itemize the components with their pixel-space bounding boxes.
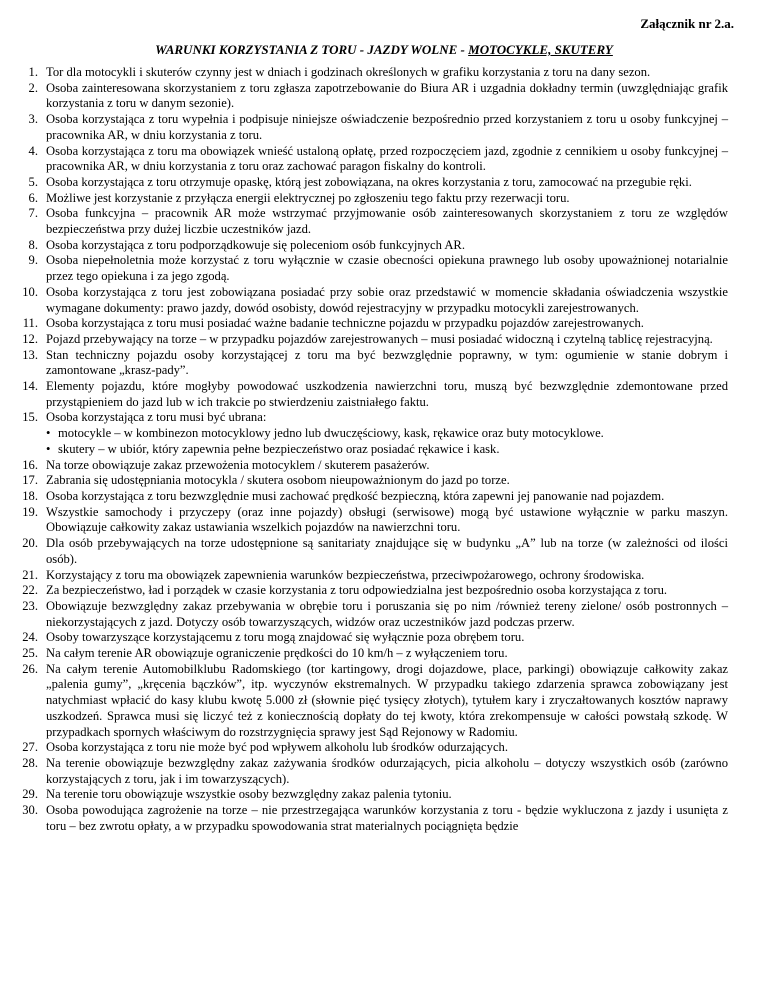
- rule-text: Wszystkie samochody i przyczepy (oraz inne pojazdy) obsługi (serwisowe) mogą być ustawione wyłącznie w parku maszyn. Obowiązuje całkowity zakaz ustawiania wszelkich pojazdów na nawierzchni toru.: [46, 504, 728, 535]
- rule-item: [0, 332, 728, 348]
- rule-number: 20.: [22, 536, 38, 551]
- rule-item: [0, 756, 728, 787]
- rule-text: Na terenie toru obowiązuje wszystkie osoby bezwzględny zakaz palenia tytoniu.: [46, 787, 452, 802]
- rule-item: [0, 348, 728, 379]
- rule-number: 18.: [22, 488, 38, 503]
- rule-text: Osoba niepełnoletnia może korzystać z toru wyłącznie w czasie obecności opiekuna prawnego lub osoby upoważnionej notarialnie przez tego opiekuna i za jego zgodą.: [46, 253, 728, 284]
- clothing-sublist-text: skutery – w ubiór, który zapewnia pełne bezpieczeństwo oraz posiadać rękawice i kask.: [58, 441, 500, 456]
- rule-number: 23.: [22, 598, 38, 613]
- rule-number: 2.: [28, 80, 38, 95]
- rule-number: 21.: [22, 567, 38, 582]
- rule-item: [0, 646, 728, 662]
- title-underlined: MOTOCYKLE, SKUTERY: [468, 42, 613, 57]
- rule-number: 17.: [22, 473, 38, 488]
- rule-item: [0, 175, 728, 191]
- title-main: WARUNKI KORZYSTANIA Z TORU - JAZDY WOLNE -: [155, 42, 469, 57]
- rule-item: [0, 583, 728, 599]
- rule-number: 6.: [28, 190, 38, 205]
- rule-item: [0, 316, 728, 332]
- rule-item: [0, 144, 728, 175]
- rule-text: Tor dla motocykli i skuterów czynny jest w dniach i godzinach określonych w grafiku korzystania z toru na dany sezon.: [46, 65, 651, 79]
- rule-text: Osoba korzystająca z toru musi posiadać ważne badanie techniczne pojazdu w przypadku pojazdów zarejestrowanych.: [46, 316, 644, 331]
- rule-number: 28.: [22, 755, 38, 770]
- rule-item: [0, 568, 728, 584]
- clothing-sublist-text: motocykle – w kombinezon motocyklowy jedno lub dwuczęściowy, kask, rękawice oraz buty motocyklowe.: [58, 426, 604, 441]
- document-title: [0, 42, 768, 58]
- rule-text: Na całym terenie AR obowiązuje ograniczenie prędkości do 10 km/h – z wyłączeniem toru.: [46, 646, 508, 661]
- rule-text: Osoba korzystająca z toru musi być ubrana:: [46, 410, 267, 425]
- rule-text: Stan techniczny pojazdu osoby korzystającej z toru ma być bezwzględnie poprawny, w tym: ogumienie w stanie dobrym i zamontowane „krasz-pady”.: [46, 347, 728, 378]
- clothing-sublist: [46, 426, 728, 457]
- rule-number: 27.: [22, 740, 38, 755]
- rule-number: 7.: [28, 206, 38, 221]
- rule-item: [0, 206, 728, 237]
- rule-text: Na całym terenie Automobilklubu Radomskiego (tor kartingowy, drogi dojazdowe, place, parkingi) obowiązuje całkowity zakaz „palenia gumy”, „kręcenia bączków”, itp. wyczynów ekstremalnych. W przypadku takiego zdarzenia sprawca zobowiązany jest natychmiast wpłacić do kasy klubu kwotę 5.000 zł (słownie pięć tysięcy złotych), tytułem kary i zryczałtowanych kosztów naprawy uszkodzeń. Sprawca musi się liczyć też z koniecznością dopłaty do tej kwoty, która zrekompensuje w całości powstałą szkodę. W przypadkach spornych właściwym do rozstrzygnięcia sprawy jest Sąd Rejonowy w Radomiu.: [46, 661, 728, 739]
- rule-text: Osoba korzystająca z toru otrzymuje opaskę, którą jest zobowiązana, na okres korzystania z toru, zamocować na przegubie ręki.: [46, 174, 692, 189]
- rule-item: [0, 410, 728, 457]
- rule-number: 26.: [22, 661, 38, 676]
- rule-number: 14.: [22, 379, 38, 394]
- rule-text: Osoba funkcyjna – pracownik AR może wstrzymać przyjmowanie osób zainteresowanych skorzystaniem z toru ze względów bezpieczeństwa przy dużej liczbie uczestników jazd.: [46, 206, 728, 237]
- rule-text: Osoba korzystająca z toru wypełnia i podpisuje niniejsze oświadczenie bezpośrednio przed korzystaniem z toru u osoby funkcyjnej – pracownika AR, w dniu korzystania z toru.: [46, 112, 728, 142]
- rule-text: Osoba zainteresowana skorzystaniem z toru zgłasza zapotrzebowanie do Biura AR i uzgadnia dokładny termin (uwzględniając grafik korzystania z toru w danym sezonie).: [46, 80, 728, 111]
- rule-item: [0, 191, 728, 207]
- rule-text: Osoba korzystająca z toru nie może być pod wpływem alkoholu lub środków odurzających.: [46, 740, 508, 755]
- rule-number: 16.: [22, 457, 38, 472]
- rule-text: Za bezpieczeństwo, ład i porządek w czasie korzystania z toru odpowiedzialna jest bezpośrednio osoba korzystająca z toru.: [46, 583, 668, 598]
- clothing-sublist-item: [46, 426, 728, 442]
- rule-text: Korzystający z toru ma obowiązek zapewnienia warunków bezpieczeństwa, przeciwpożarowego, ochrony środowiska.: [46, 567, 645, 582]
- rule-item: [0, 458, 728, 474]
- rule-number: 15.: [22, 410, 38, 425]
- rule-item: [0, 536, 728, 567]
- rule-item: [0, 473, 728, 489]
- rule-text: Osoba korzystająca z toru bezwzględnie musi zachować prędkość bezpieczną, która zapewni jej panowanie nad pojazdem.: [46, 488, 665, 503]
- rule-number: 22.: [22, 583, 38, 598]
- rule-item: [0, 662, 728, 741]
- rule-number: 30.: [22, 803, 38, 818]
- bullet-icon: •: [46, 441, 51, 456]
- rule-number: 12.: [22, 331, 38, 346]
- rule-text: Osoba powodująca zagrożenie na torze – nie przestrzegająca warunków korzystania z toru - będzie wykluczona z jazdy i usunięta z toru – bez zwrotu opłaty, a w przypadku spowodowania strat materialnych pociągnięta będzie: [46, 803, 728, 833]
- rule-text: Osoba korzystająca z toru podporządkowuje się poleceniom osób funkcyjnych AR.: [46, 237, 465, 252]
- rule-item: [0, 253, 728, 284]
- rule-text: Możliwe jest korzystanie z przyłącza energii elektrycznej po zgłoszeniu tego faktu przy rezerwacji toru.: [46, 190, 570, 205]
- rule-text: Na torze obowiązuje zakaz przewożenia motocyklem / skuterem pasażerów.: [46, 457, 430, 472]
- rule-text: Osoba korzystająca z toru jest zobowiązana posiadać przy sobie oraz przedstawić w momencie składania oświadczenia wszystkie wymagane dokumenty: prawo jazdy, dowód osobisty, dowód rejestracyjny w przypadku motocykli zarejestrowanych.: [46, 284, 728, 315]
- rule-text: Osoby towarzyszące korzystającemu z toru mogą znajdować się wyłącznie poza obrębem toru.: [46, 630, 525, 645]
- rule-number: 24.: [22, 630, 38, 645]
- rule-text: Na terenie obowiązuje bezwzględny zakaz zażywania środków odurzających, picia alkoholu – dotyczy wszystkich osób (zarówno korzystających z toru, jak i im towarzyszących).: [46, 755, 728, 786]
- rule-item: [0, 65, 728, 81]
- rule-number: 8.: [28, 237, 38, 252]
- rule-number: 11.: [22, 316, 38, 331]
- clothing-sublist-item: [46, 442, 728, 458]
- rule-item: [0, 238, 728, 254]
- rule-number: 3.: [28, 112, 38, 127]
- rule-item: [0, 630, 728, 646]
- rule-item: [0, 81, 728, 112]
- rule-text: Elementy pojazdu, które mogłyby powodować uszkodzenia nawierzchni toru, muszą być bezwzględnie zdemontowane przed przystąpieniem do jazd lub w ich trakcie po stwierdzeniu zaistniałego faktu.: [46, 379, 728, 409]
- rule-number: 1.: [28, 65, 38, 79]
- rule-number: 13.: [22, 347, 38, 362]
- rule-text: Obowiązuje bezwzględny zakaz przebywania w obrębie toru i poruszania się po nim /również tereny zielone/ osób postronnych – niekorzystających z jazd. Dotyczy osób towarzyszących, widzów oraz uczestników jazd podczas przerw.: [46, 598, 728, 629]
- rule-item: [0, 787, 728, 803]
- rule-text: Zabrania się udostępniania motocykla / skutera osobom nieupoważnionym do jazd po torze.: [46, 473, 510, 488]
- rule-item: [0, 489, 728, 505]
- rules-list: [0, 65, 728, 834]
- rule-item: [0, 285, 728, 316]
- rule-item: [0, 599, 728, 630]
- rule-item: [0, 740, 728, 756]
- rule-text: Osoba korzystająca z toru ma obowiązek wnieść ustaloną opłatę, przed rozpoczęciem jazd, zgodnie z cennikiem u osoby funkcyjnej – pracownika AR, w dniu korzystania z toru oraz zachować paragon fiskalny do kontroli.: [46, 143, 728, 174]
- rule-number: 4.: [28, 143, 38, 158]
- rule-number: 9.: [28, 253, 38, 268]
- annex-label: Załącznik nr 2.a.: [640, 16, 734, 31]
- rule-item: [0, 803, 728, 834]
- rule-text: Pojazd przebywający na torze – w przypadku pojazdów zarejestrowanych – musi posiadać widoczną i czytelną tablicę rejestracyjną.: [46, 331, 713, 346]
- rule-number: 19.: [22, 504, 38, 519]
- bullet-icon: •: [46, 426, 51, 441]
- rule-text: Dla osób przebywających na torze udostępnione są sanitariaty znajdujące się w budynku „A” lub na torze (w zależności od ilości osób).: [46, 536, 728, 566]
- rule-item: [0, 112, 728, 143]
- rule-number: 10.: [22, 284, 38, 299]
- rule-number: 29.: [22, 787, 38, 802]
- rule-item: [0, 505, 728, 536]
- rule-number: 25.: [22, 646, 38, 661]
- rule-item: [0, 379, 728, 410]
- rule-number: 5.: [28, 174, 38, 189]
